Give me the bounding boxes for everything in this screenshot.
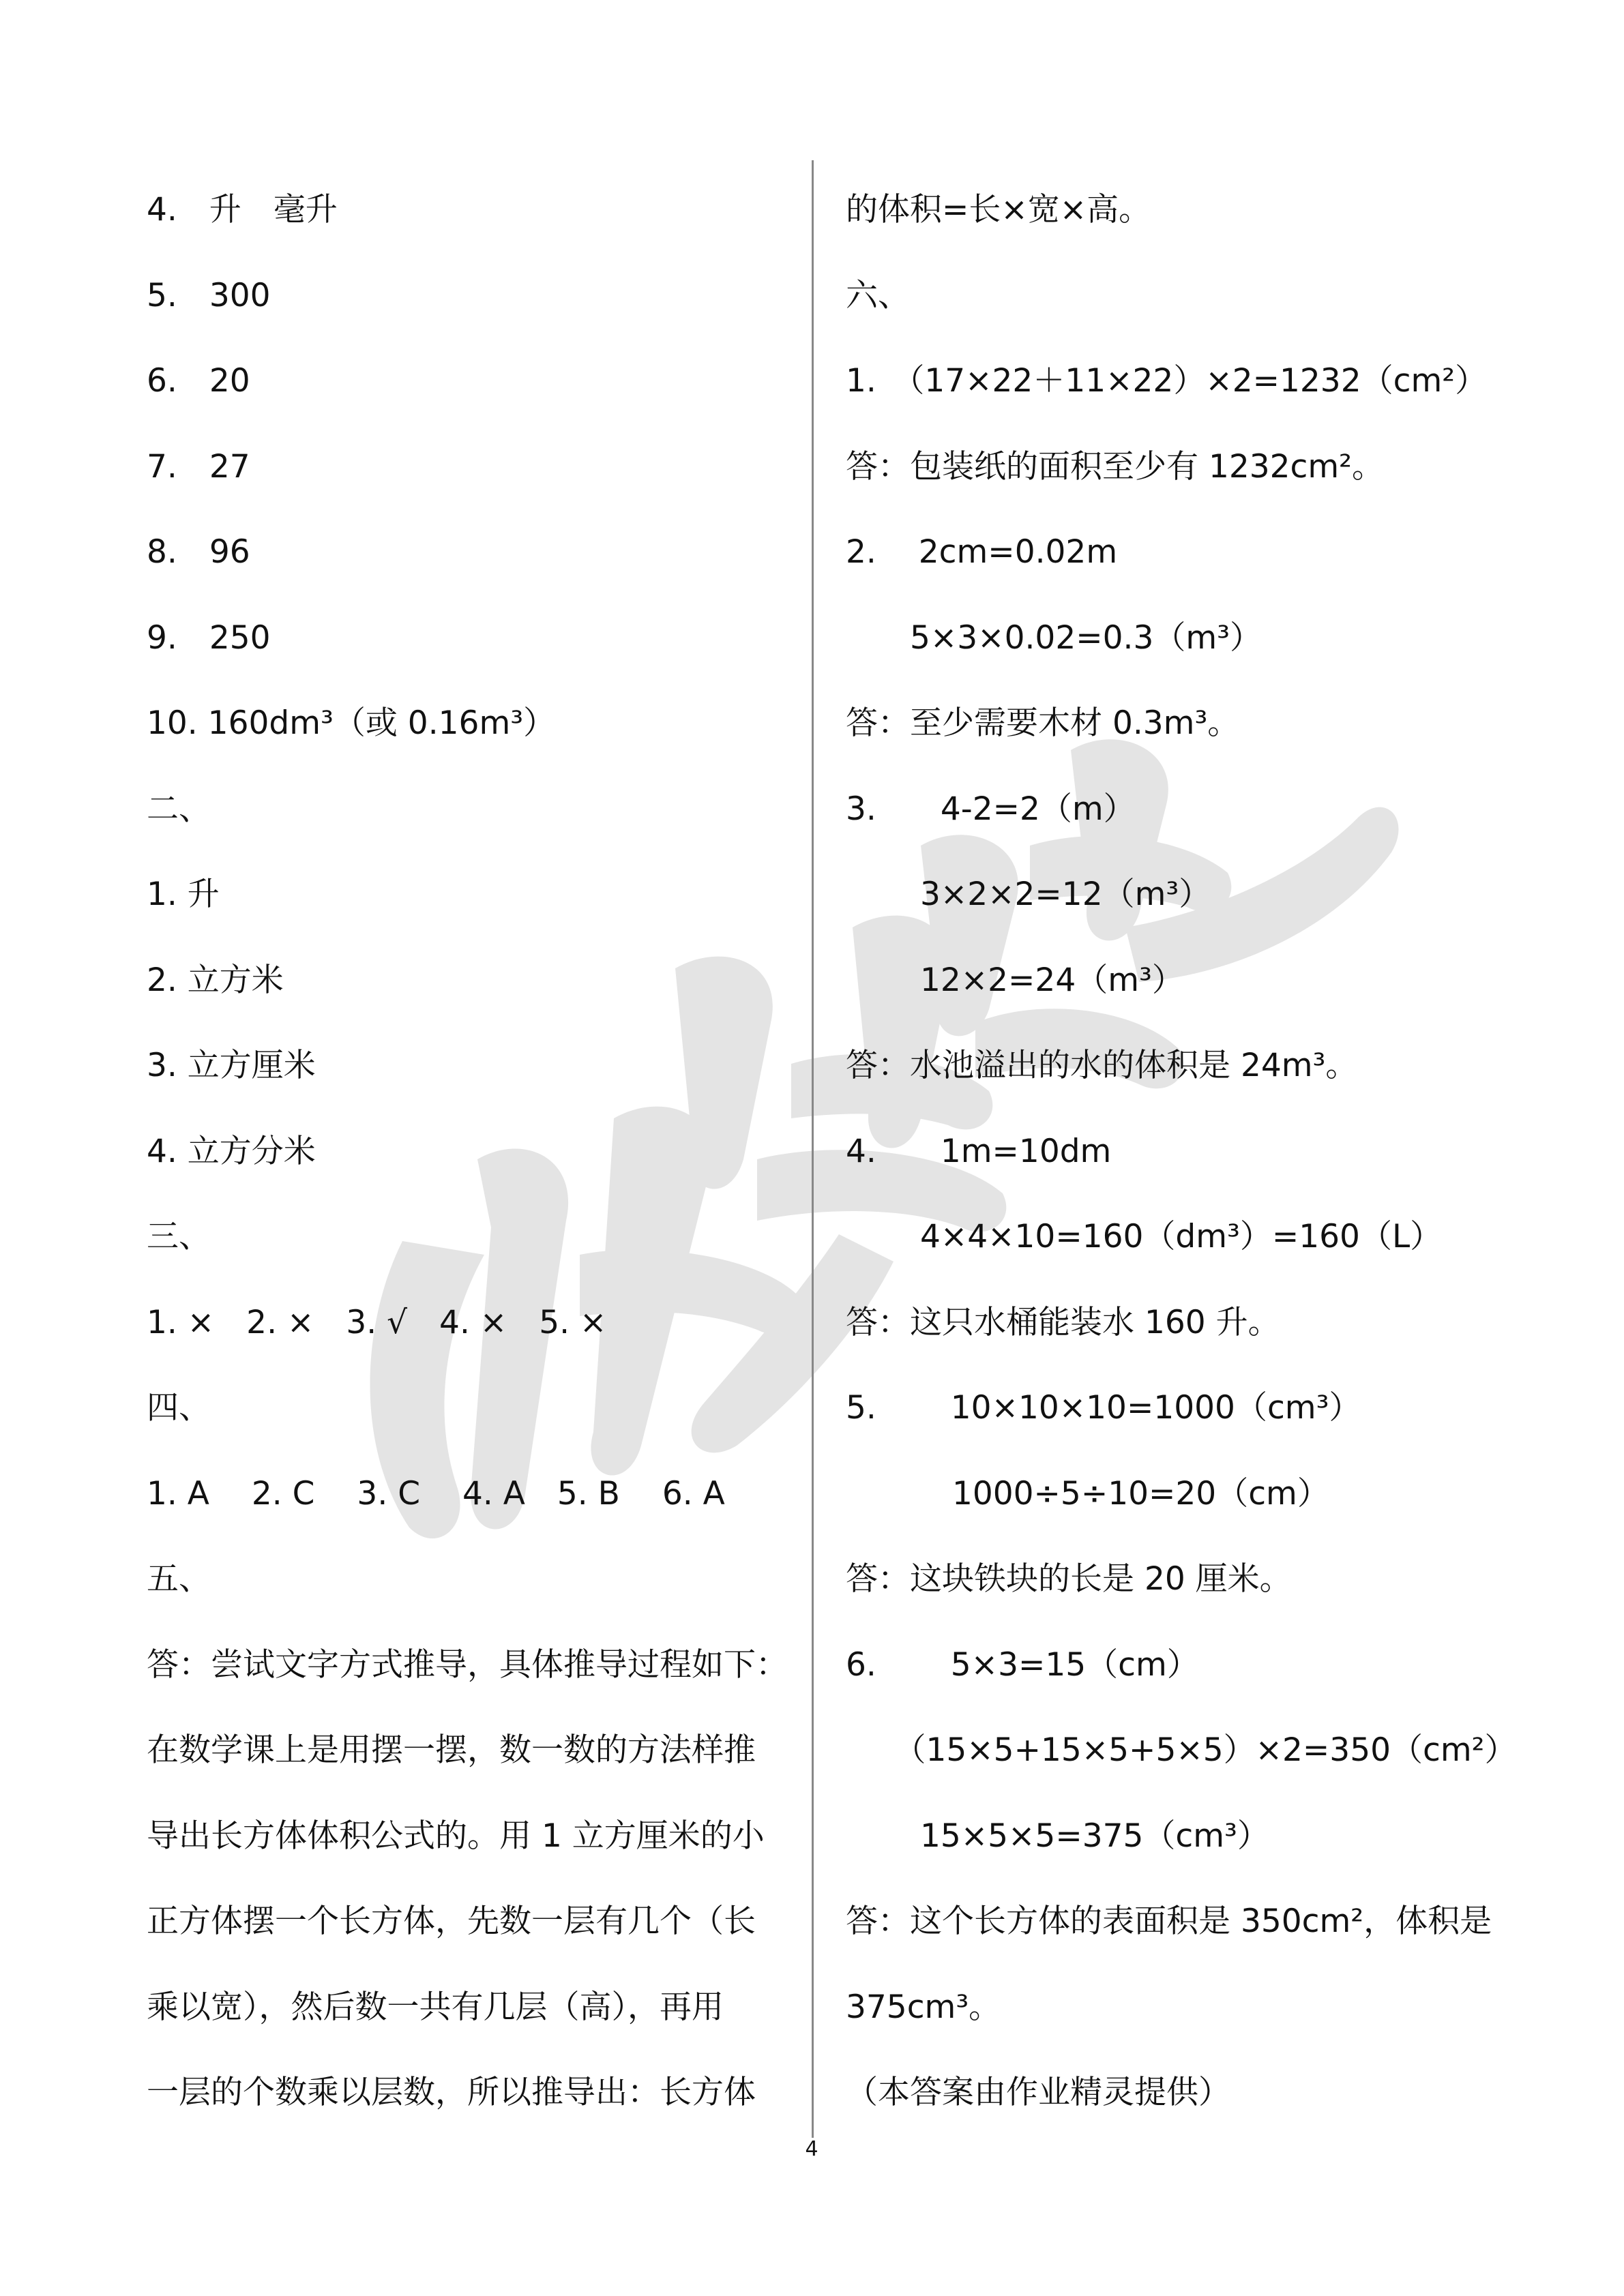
right-column-line: 1000÷5÷10=20（cm） bbox=[846, 1474, 1329, 1512]
left-column-line: 1. 升 bbox=[147, 876, 220, 913]
right-column-line: 5×3×0.02=0.3（m³） bbox=[846, 618, 1262, 657]
left-column-line: 在数学课上是用摆一摆，数一数的方法样推 bbox=[147, 1731, 756, 1769]
right-column-line: 答：水池溢出的水的体积是 24m³。 bbox=[846, 1047, 1358, 1084]
right-column-line: 答：这个长方体的表面积是 350cm²，体积是 bbox=[846, 1903, 1492, 1940]
right-column-line: 375cm³。 bbox=[846, 1988, 1001, 2026]
left-column-line: 9. 250 bbox=[147, 618, 271, 657]
left-column-line: 三、 bbox=[147, 1218, 211, 1255]
right-column-line: 15×5×5=375（cm³） bbox=[846, 1817, 1269, 1855]
right-column-line: 答：这块铁块的长是 20 厘米。 bbox=[846, 1560, 1292, 1598]
left-column-line: 3. 立方厘米 bbox=[147, 1047, 316, 1084]
left-column-line: 4. 升 毫升 bbox=[147, 191, 338, 228]
left-column-line: 正方体摆一个长方体，先数一层有几个（长 bbox=[147, 1903, 756, 1940]
left-column-line: 1. A 2. C 3. C 4. A 5. B 6. A bbox=[147, 1474, 725, 1512]
left-column-line: 答：尝试文字方式推导，具体推导过程如下： bbox=[147, 1645, 788, 1684]
left-column-line: 8. 96 bbox=[147, 533, 250, 571]
left-column-line: 4. 立方分米 bbox=[147, 1132, 316, 1170]
left-column-line: 5. 300 bbox=[147, 276, 271, 314]
left-column-line: 2. 立方米 bbox=[147, 961, 284, 999]
left-column-line: 7. 27 bbox=[147, 447, 250, 486]
right-column-line: （15×5+15×5+5×5）×2=350（cm²） bbox=[846, 1731, 1517, 1769]
page-number: 4 bbox=[805, 2137, 818, 2161]
left-column-line: 6. 20 bbox=[147, 362, 250, 400]
left-column-line: 一层的个数乘以层数，所以推导出：长方体 bbox=[147, 2074, 756, 2111]
right-column-line: 3. 4-2=2（m） bbox=[846, 790, 1136, 828]
right-column-line: 12×2=24（m³） bbox=[846, 961, 1184, 999]
left-column-line: 10. 160dm³（或 0.16m³） bbox=[147, 704, 556, 742]
right-column-line: 4×4×10=160（dm³）=160（L） bbox=[846, 1218, 1443, 1255]
right-column-line: 答：这只水桶能装水 160 升。 bbox=[846, 1303, 1280, 1341]
left-column-line: 四、 bbox=[147, 1389, 211, 1427]
left-column-line: 二、 bbox=[147, 790, 211, 828]
right-column-line: 答：至少需要木材 0.3m³。 bbox=[846, 704, 1240, 742]
right-column-line: 答：包装纸的面积至少有 1232cm²。 bbox=[846, 447, 1385, 486]
right-column-line: 2. 2cm=0.02m bbox=[846, 533, 1118, 571]
right-column-line: 5. 10×10×10=1000（cm³） bbox=[846, 1389, 1361, 1427]
left-column-line: 导出长方体体积公式的。用 1 立方厘米的小 bbox=[147, 1817, 765, 1855]
left-column-line: 乘以宽），然后数一共有几层（高），再用 bbox=[147, 1988, 724, 2026]
right-column-line: 六、 bbox=[846, 276, 910, 314]
right-column-line: 4. 1m=10dm bbox=[846, 1132, 1112, 1170]
left-column-line: 五、 bbox=[147, 1560, 211, 1598]
column-divider bbox=[812, 160, 814, 2138]
left-column-line: 1. × 2. × 3. √ 4. × 5. × bbox=[147, 1303, 607, 1341]
right-column-line: 1. （17×22＋11×22）×2=1232（cm²） bbox=[846, 362, 1488, 400]
right-column-line: 的体积=长×宽×高。 bbox=[846, 191, 1151, 228]
right-column-line: 3×2×2=12（m³） bbox=[846, 876, 1211, 913]
right-column-line: （本答案由作业精灵提供） bbox=[846, 2074, 1230, 2111]
right-column-line: 6. 5×3=15（cm） bbox=[846, 1645, 1199, 1684]
